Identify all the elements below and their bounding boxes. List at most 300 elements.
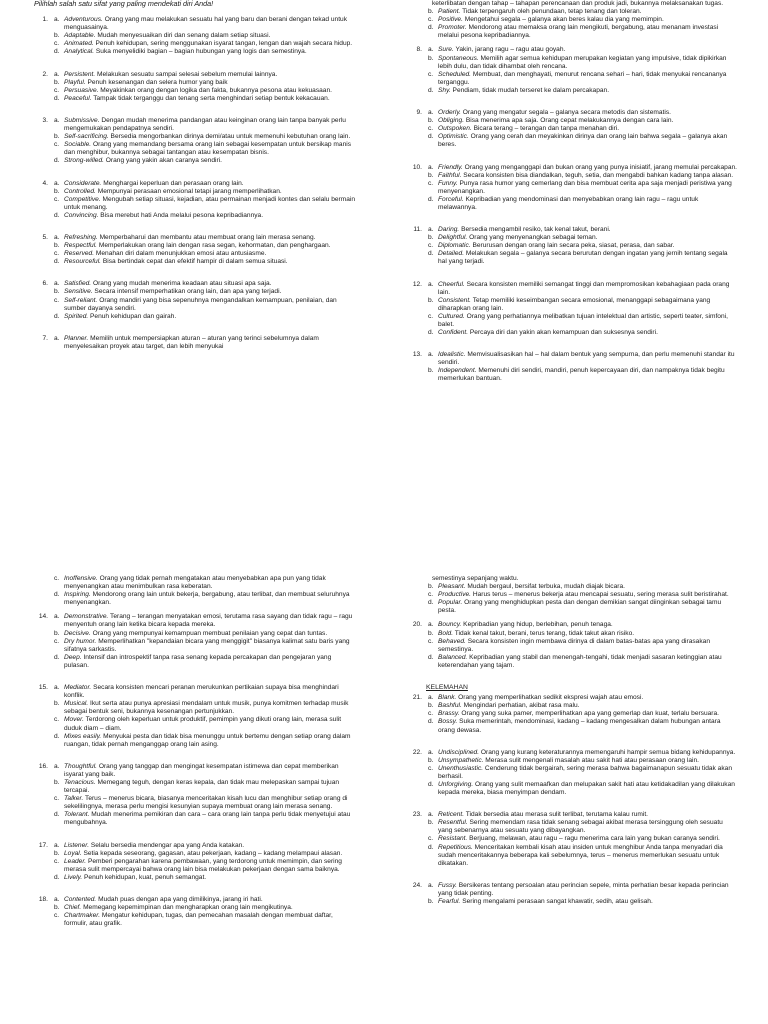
option-item [428, 117, 738, 125]
option-keyword: Pleasant. [438, 583, 466, 591]
option-text [438, 765, 738, 781]
question-options [54, 684, 356, 749]
question-number: 9. [416, 109, 422, 117]
option-letter: b. [428, 583, 434, 591]
option-description: Punya rasa humor yang cemerlang dan bisa membuat cerita apa saja menjadi peristiwa yang menyenangkan. [438, 179, 732, 195]
option-item [428, 16, 664, 24]
option-description: Memvisualisasikan hal – hal dalam bentuk yang sempurna, dan perlu memenuhi standar itu sendiri. [438, 351, 735, 367]
question-item [34, 16, 356, 56]
question-options [428, 749, 738, 798]
option-item [428, 24, 738, 40]
option-item [54, 79, 356, 87]
option-item [428, 133, 738, 149]
option-description: Sering mengalami perasaan sangat khawatir, sedih, atau gelisah. [460, 898, 653, 905]
option-letter: c. [428, 125, 434, 133]
option-text [438, 819, 738, 835]
question-item [408, 164, 738, 213]
option-item [54, 196, 356, 212]
option-item [428, 819, 738, 835]
option-letter: b. [54, 78, 60, 86]
question-options [54, 763, 356, 828]
option-item [54, 157, 356, 165]
option-letter: b. [54, 288, 60, 296]
option-letter: d. [54, 48, 60, 56]
option-letter: d. [54, 811, 60, 819]
option-description: Yakin, jarang ragu – ragu atau goyah. [453, 46, 566, 54]
question-number: 5. [42, 233, 48, 241]
question-number: 22. [412, 748, 422, 756]
question-options [428, 351, 738, 383]
option-keyword: Resentful. [438, 819, 468, 827]
question-options [54, 16, 356, 56]
option-item [428, 583, 625, 591]
option-letter: a. [428, 226, 434, 234]
option-keyword: Lively. [64, 873, 83, 881]
option-letter: c. [54, 195, 60, 203]
option-text [64, 912, 356, 928]
option-letter: a. [54, 116, 60, 124]
option-description: Mudah bergaul, bersifat terbuka, mudah diajak bicara. [465, 583, 625, 591]
option-letter: d. [428, 250, 434, 258]
option-letter: a. [428, 748, 434, 756]
question-options [428, 46, 738, 95]
option-text [438, 811, 738, 819]
option-keyword: Adventurous. [64, 16, 103, 24]
question-options [428, 109, 738, 149]
question-options [54, 117, 356, 166]
option-keyword: Unforgiving. [438, 780, 474, 788]
option-item [54, 638, 356, 654]
option-description: Memegang kepemimpinan dan mengharapkan orang lain mengikutinya. [81, 904, 293, 912]
option-item [428, 654, 738, 670]
option-keyword: Considerate. [64, 179, 102, 187]
option-letter: c. [54, 795, 60, 803]
continued-text: keterlibatan dengan tahap – tahapan perencanaan dan produk jadi, bukannya melaksanakan tugas. [432, 0, 724, 7]
option-item [54, 613, 356, 629]
option-item [408, 599, 738, 615]
option-text [64, 638, 356, 654]
option-description: Kepribadian yang mendominasi dan menyebabkan orang lain ragu – ragu untuk melawannya. [438, 195, 699, 211]
option-item [428, 882, 738, 898]
question-item [34, 117, 356, 166]
option-description: Bicara terang – terangan dan tanpa menahan diri. [471, 125, 620, 133]
question-options [54, 896, 356, 928]
option-letter: a. [54, 233, 60, 241]
option-letter: b. [428, 629, 434, 637]
option-description: Setia kepada seseorang, gagasan, atau pekerjaan, kadang – kadang melampaui alasan. [81, 849, 343, 857]
option-letter: c. [54, 857, 60, 865]
option-keyword: Unenthusiastic. [438, 764, 484, 772]
option-text [64, 335, 356, 351]
question-options [428, 694, 738, 734]
option-item [428, 297, 738, 313]
option-item [54, 87, 356, 95]
option-letter: d. [428, 329, 434, 337]
option-description: Mengetahui segala – galanya akan beres kalau dia yang memimpin. [462, 16, 664, 24]
question-options [54, 280, 356, 320]
option-description: Suka menyelidiki bagian – bagian hubungan yang logis dan semestinya. [94, 48, 307, 56]
option-description: Memilih agar semua kehidupan merupakan kegiatan yang impulsive, tidak dipikirkan lebih dulu, dan tidak dihambat oleh rencana. [438, 54, 727, 70]
option-item [428, 180, 738, 196]
option-text [64, 157, 356, 165]
option-item [428, 71, 738, 87]
option-keyword: Optimistic. [438, 133, 469, 141]
option-letter: a. [428, 163, 434, 171]
option-description: Orang yang yakin akan caranya sendiri. [103, 157, 222, 165]
option-text [438, 297, 738, 313]
option-keyword: Undisciplined. [438, 748, 480, 756]
option-item [428, 164, 738, 172]
option-keyword: Bashful. [438, 702, 462, 710]
option-letter: d. [428, 133, 434, 141]
option-text [438, 654, 738, 670]
option-letter: b. [54, 778, 60, 786]
page-bottom [0, 575, 768, 1024]
question-number: 4. [42, 179, 48, 187]
option-description: Melakukan segala – galanya secara berurutan dengan ingatan yang jernih tentang segala hal yang terjadi. [438, 250, 728, 266]
question-number: 6. [42, 280, 48, 288]
option-description: Penuh kesenangan dan selera humor yang baik [85, 78, 228, 86]
option-description: Kepribadian yang stabil dan menengah-tengahi, tidak menjadi sasaran ketinggian atau keterendahan yang tajam. [438, 653, 722, 669]
option-description: Tidak terpengaruh oleh penundaan, tetap tenang dan toleran. [460, 8, 642, 16]
option-item [54, 575, 356, 591]
question-item [408, 351, 738, 383]
option-letter: b. [54, 629, 60, 637]
option-item [54, 280, 356, 288]
question-item [34, 763, 356, 828]
question-item [34, 180, 356, 220]
option-description: Meyakinkan orang dengan logika dan fakta, bukannya pesona atau kekuasaan. [98, 86, 332, 94]
option-description: Mudah menerima pemikiran dan cara – cara orang lain tanpa perlu tidak menyetujui atau mengubahnya. [64, 811, 351, 827]
question-number: 2. [42, 70, 48, 78]
option-letter: b. [428, 117, 434, 125]
option-letter: b. [428, 54, 434, 62]
option-text [438, 8, 641, 16]
option-letter: c. [54, 296, 60, 304]
option-text [438, 591, 729, 599]
option-text [438, 781, 738, 797]
option-item [428, 599, 738, 615]
option-description: Bisa bertindak cepat dan efektif hampir di dalam semua situasi. [101, 258, 288, 266]
option-text [64, 95, 356, 103]
option-letter: a. [428, 46, 434, 54]
option-letter: d. [428, 599, 434, 607]
option-description: Terdorong oleh keperluan untuk produktif, pemimpin yang dikuti orang lain, merasa sulit duduk diam – diam. [64, 716, 342, 732]
question-options [54, 842, 356, 882]
option-letter: a. [428, 109, 434, 117]
option-keyword: Spontaneous. [438, 54, 479, 62]
column-right-bottom [408, 575, 738, 920]
option-description: Ikut serta atau punya apresiasi mendalam untuk musik, punya komitmen terhadap musik sebagai bentuk seni, bukannya kesenangan pertunjukkan. [64, 700, 349, 716]
option-keyword: Reticent. [438, 811, 465, 819]
option-text [438, 125, 738, 133]
option-description: Orang mandiri yang bisa sepenuhnya mengandalkan kemampuan, penilaian, dan sumber dayanya sendiri. [64, 296, 337, 312]
option-letter: d. [54, 258, 60, 266]
option-description: Orang yang sulit memaafkan dan melupakan sakit hati atau ketidakadilan yang dilakukan kepada mereka, biasa menyimpan dendam. [438, 780, 735, 797]
option-text [438, 898, 738, 906]
option-letter: c. [428, 16, 434, 24]
option-text [64, 654, 356, 670]
option-letter: c. [54, 40, 60, 48]
option-item [54, 630, 356, 638]
option-text [64, 591, 356, 607]
option-item [408, 591, 738, 599]
option-item [54, 141, 356, 157]
option-item [54, 258, 356, 266]
option-keyword: Faithful. [438, 171, 462, 179]
option-description: Mempunyai perasaan emosional tetapi jarang memperlihatkan. [95, 187, 282, 195]
option-item [54, 288, 356, 296]
option-item [428, 702, 738, 710]
option-keyword: Peaceful. [64, 94, 92, 102]
option-keyword: Consistent. [438, 296, 471, 304]
option-description: Memilih untuk mempersiapkan aturan – aturan yang terinci sebelumnya dalam menyelesaikan proyek atau target, dan lebih menyukai [64, 334, 319, 350]
question-item [408, 109, 738, 149]
option-keyword: Chief. [64, 904, 82, 912]
option-text [438, 109, 738, 117]
option-description: Berjuang, melawan, atau ragu – ragu menerima cara lain yang bukan caranya sendiri. [467, 835, 720, 843]
option-text [64, 196, 356, 212]
option-keyword: Tolerant. [64, 811, 90, 819]
option-description: Selalu bersedia mendengar apa yang Anda katakan. [89, 841, 245, 849]
option-text [64, 188, 356, 196]
option-item [428, 638, 738, 654]
option-description: Orang yang menganggapi dan bukan orang yang punya inisiatif, jarang memulai percakapan. [462, 163, 737, 171]
option-item [428, 835, 738, 843]
option-text [64, 180, 356, 188]
option-item [54, 313, 356, 321]
option-description: Orang yang menghidupkan pesta dan dengan demikian sangat diinginkan sebagai tamu pesta. [438, 599, 722, 615]
option-description: Orang yang mudah menerima keadaan atau situasi apa saja. [91, 280, 272, 288]
option-letter: b. [428, 702, 434, 710]
option-text [64, 630, 356, 638]
option-text [64, 133, 356, 141]
option-letter: b. [428, 819, 434, 827]
option-letter: c. [54, 637, 60, 645]
option-description: Pemberi pengarahan karena pembawaan, yang terdorong untuk memimpin, dan sering merasa sulit mempercayai bahwa orang lain bisa melakukan pekerjaan dengan sama baiknya. [64, 857, 342, 873]
option-letter: b. [428, 8, 434, 16]
option-item [428, 898, 738, 906]
option-letter: c. [428, 70, 434, 78]
question-number: 21. [412, 694, 422, 702]
option-item [54, 795, 356, 811]
question-number: 24. [412, 881, 422, 889]
option-keyword: Self-sacrificing. [64, 133, 109, 141]
option-keyword: Mixes easily. [64, 732, 102, 740]
option-keyword: Resourceful. [64, 258, 102, 266]
option-description: Sering memendam rasa tidak senang sebagai akibat merasa tersinggung oleh sesuatu yang sebenarnya atau sesuatu yang dibayangkan. [438, 819, 723, 835]
option-keyword: Outspoken. [438, 125, 472, 133]
option-item [54, 811, 356, 827]
option-item [408, 24, 738, 40]
option-description: Mengatur kehidupan, tugas, dan pemecahan masalah dengan membuat daftar, formulir, atau grafik. [64, 912, 333, 928]
option-description: Mengubah setiap situasi, kejadian, atau permainan menjadi kontes dan selalu bermain untuk menang. [64, 195, 356, 211]
option-letter: d. [428, 718, 434, 726]
option-description: Kepribadian yang hidup, berlebihan, penuh tenaga. [461, 621, 613, 629]
option-letter: d. [428, 24, 434, 32]
option-letter: c. [54, 86, 60, 94]
question-number: 20. [412, 621, 422, 629]
option-keyword: Animated. [64, 40, 94, 48]
option-description: Bersedia mengorbankan dirinya demi/atau untuk memenuhi kebutuhan orang lain. [108, 133, 351, 141]
option-text [64, 575, 356, 591]
option-keyword: Confident. [438, 329, 469, 337]
option-text [64, 874, 356, 882]
option-letter: c. [428, 710, 434, 718]
option-text [438, 226, 738, 234]
option-item [428, 109, 738, 117]
option-description: Terang – terangan menyatakan emosi, terutama rasa sayang dan tidak ragu – ragu menyentuh orang lain ketika bicara kepada mereka. [64, 613, 353, 629]
option-description: Memperlihatkan "kepandaian bicara yang menggigit" biasanya kalimat satu baris yang sifatnya sarkastis. [64, 637, 350, 653]
option-item [54, 250, 356, 258]
option-keyword: Bold. [438, 629, 454, 637]
option-description: Percaya diri dan yakin akan kemampuan dan suksesnya sendiri. [468, 329, 658, 337]
option-item [428, 250, 738, 266]
option-description: Memperbaharui dan membantu atau membuat orang lain merasa senang. [97, 233, 316, 241]
option-item [54, 779, 356, 795]
option-letter: d. [428, 653, 434, 661]
option-item [428, 757, 738, 765]
option-letter: a. [54, 762, 60, 770]
option-letter: a. [428, 881, 434, 889]
option-keyword: Scheduled. [438, 70, 471, 78]
option-keyword: Fussy. [438, 881, 457, 889]
option-text [438, 694, 738, 702]
question-item [34, 842, 356, 882]
option-keyword: Persistent. [64, 70, 96, 78]
option-description: Terus – menerus bicara, biasanya menceritakan kisah lucu dan menghibur setiap orang di sekelilingnya, merasa perlu mengisi kesunyian supaya membuat orang lain merasa senang. [64, 795, 348, 811]
option-item [54, 700, 356, 716]
question-item [34, 684, 356, 749]
option-description: Orang yang tanggap dan mengingat kesempatan istimewa dan cepat memberikan isyarat yang baik. [64, 762, 339, 778]
option-letter: b. [54, 32, 60, 40]
question-item [408, 749, 738, 798]
option-text [64, 858, 356, 874]
question-number: 13. [412, 351, 422, 359]
option-text [64, 811, 356, 827]
continued-text: semestinya sepanjang waktu. [432, 575, 519, 582]
option-text [64, 117, 356, 133]
option-item [428, 172, 738, 180]
option-keyword: Cultured. [438, 312, 465, 320]
question-number: 15. [38, 684, 48, 692]
option-keyword: Chartmaker. [64, 912, 101, 920]
question-item [408, 694, 738, 734]
option-description: Mengindari perhatian, akibat rasa malu. [461, 702, 580, 710]
option-text [438, 164, 738, 172]
option-letter: a. [54, 841, 60, 849]
option-item [428, 591, 729, 599]
option-letter: b. [428, 756, 434, 764]
option-keyword: Daring. [438, 226, 460, 234]
option-letter: d. [428, 195, 434, 203]
option-keyword: Diplomatic. [438, 242, 471, 250]
option-keyword: Fearful. [438, 898, 461, 905]
question-options [428, 811, 738, 868]
option-description: Orang yang menyenangkan sebagai teman. [467, 234, 598, 242]
option-item [428, 226, 738, 234]
option-keyword: Friendly. [438, 163, 463, 171]
option-letter: b. [54, 242, 60, 250]
option-text [64, 280, 356, 288]
option-keyword: Patient. [438, 8, 461, 16]
option-text [438, 55, 738, 71]
option-letter: d. [54, 157, 60, 165]
question-options [428, 164, 738, 213]
option-keyword: Behaved. [438, 637, 466, 645]
option-description: Mendorong atau memaksa orang lain mengikuti, bergabung, atau menanam investasi melalui pesona kepribadiannya. [438, 24, 719, 40]
option-description: Orang yang mempunyai kemampuan membuat penilaian yang cepat dan tuntas. [90, 629, 328, 637]
option-keyword: Talker. [64, 795, 84, 803]
option-item [54, 234, 356, 242]
option-description: Intensif dan introspektif tanpa rasa senang kepada percakapan dan pengejaran yang pulasan. [64, 653, 332, 669]
question-number: 1. [42, 16, 48, 24]
option-item [34, 575, 356, 591]
option-keyword: Submissive. [64, 116, 100, 124]
option-description: Orang yang perhatiannya melibatkan tujuan intelektual dan artistic, seperti teater, simfoni, balet. [438, 312, 728, 328]
option-description: Orang yang kurang keteraturannya memengaruhi hampir semua bidang kehidupannya. [479, 748, 736, 756]
option-text [438, 329, 738, 337]
option-letter: a. [428, 351, 434, 359]
option-keyword: Deep. [64, 653, 82, 661]
option-keyword: Analytical. [64, 48, 95, 56]
option-item [428, 87, 738, 95]
option-description: Mudah menyesuaikan diri dan senang dalam setiap situasi. [95, 32, 271, 40]
option-letter: b. [428, 898, 434, 905]
option-keyword: Tenacious. [64, 778, 96, 786]
option-description: Mudah puas dengan apa yang dimilikinya, jarang iri hati. [96, 896, 263, 903]
option-keyword: Popular. [438, 599, 463, 607]
option-description: Melakukan sesuatu sampai selesai sebelum memulai lainnya. [95, 70, 278, 78]
option-keyword: Unsympathetic. [438, 756, 484, 764]
option-description: Orang yang memandang bersama orang lain sebagai kesempatan untuk bersikap manis dan menghibur, bukannya sebagai tantangan atau kesempatan bisnis. [64, 141, 352, 157]
option-item [54, 48, 356, 56]
option-item [54, 912, 356, 928]
option-keyword: Positive. [438, 16, 463, 24]
option-item [428, 234, 738, 242]
option-description: Tampak tidak terganggu dan tenang serta menghindari setiap bentuk kekacauan. [91, 94, 330, 102]
option-text [64, 716, 356, 732]
option-letter: d. [428, 843, 434, 851]
option-description: Orang yang mengatur segala – galanya secara metodis dan sistematis. [460, 109, 671, 117]
option-letter: b. [428, 296, 434, 304]
question-item [34, 613, 356, 670]
option-keyword: Thoughtful. [64, 762, 97, 770]
question-options [54, 234, 356, 266]
option-description: Bersedia mengambil resiko, tak kenal takut, berani. [459, 226, 611, 234]
option-keyword: Detailed. [438, 250, 465, 258]
option-text [438, 749, 738, 757]
option-description: Secara intensif memperhatikan orang lain, dan apa yang terjadi. [92, 288, 282, 296]
option-description: Secara konsisten bisa diandalkan, teguh, setia, dan mengabdi bahkan kadang tanpa alasan. [461, 171, 734, 179]
option-letter: b. [54, 133, 60, 141]
option-keyword: Leader. [64, 857, 87, 865]
option-keyword: Blank. [438, 694, 457, 702]
option-letter: d. [54, 873, 60, 881]
option-item [428, 710, 738, 718]
option-keyword: Independent. [438, 367, 477, 375]
option-text [64, 48, 356, 56]
question-number: 16. [38, 762, 48, 770]
option-item [428, 765, 738, 781]
option-text [64, 141, 356, 157]
option-text [64, 250, 356, 258]
option-text [64, 234, 356, 242]
option-text [64, 79, 356, 87]
option-item [428, 281, 738, 297]
option-keyword: Forceful. [438, 195, 464, 203]
option-text [438, 599, 738, 615]
